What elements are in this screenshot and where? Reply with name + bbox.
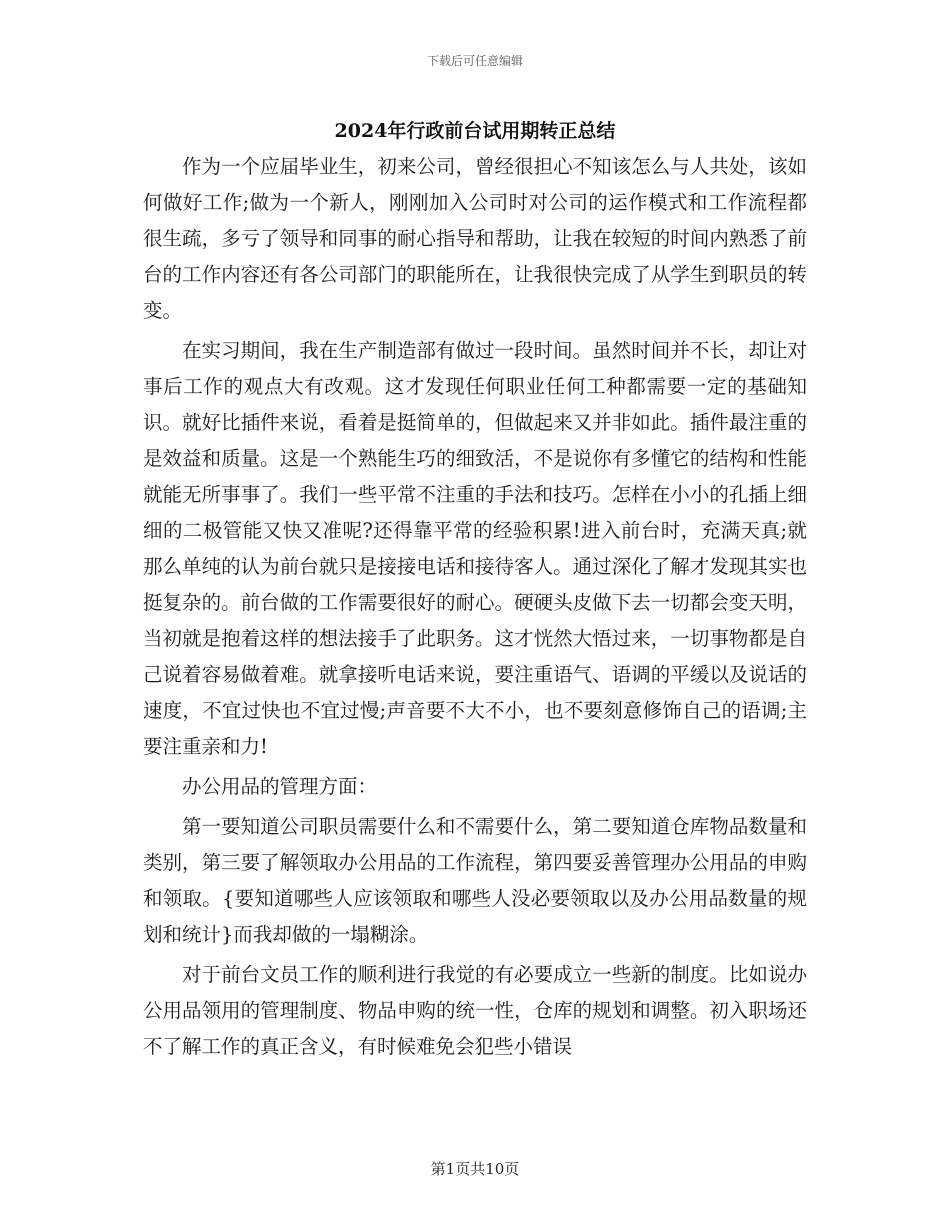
paragraph-office-supplies: 第一要知道公司职员需要什么和不需要什么，第二要知道仓库物品数量和类别，第三要了解领取办公用品的工作流程，第四要妥善管理办公用品的申购和领取。{要知道哪些人应该领取和哪些人没必要领取以及办公用品数量的规划和统计}而我却做的一塌糊涂。: [143, 815, 807, 946]
paragraph-internship: 在实习期间，我在生产制造部有做过一段时间。虽然时间并不长，却让对事后工作的观点大有改观。这才发现任何职业任何工种都需要一定的基础知识。就好比插件来说，看着是挺简单的，但做起来又并非如此。插件最注重的是效益和质量。这是一个熟能生巧的细致活，不是说你有多懂它的结构和性能就能无所事事了。我们一些平常不注重的手法和技巧。怎样在小小的孔插上细细的二极管能又快又准呢?还得靠平常的经验积累!进入前台时，充满天真;就那么单纯的认为前台就只是接接电话和接待客人。通过深化了解才发现其实也挺复杂的。前台做的工作需要很好的耐心。硬硬头皮做下去一切都会变天明，当初就是抱着这样的想法接手了此职务。这才恍然大悟过来，一切事物都是自己说着容易做着难。就拿接听电话来说，要注重语气、语调的平缓以及说话的速度，不宜过快也不宜过慢;声音要不大不小，也不要刻意修饰自己的语调;主要注重亲和力!: [143, 339, 807, 758]
paragraph-office-supplies-heading: 办公用品的管理方面：: [182, 775, 378, 798]
page-footer-number: 第1页共10页: [430, 1160, 520, 1178]
page-header-note: 下载后可任意编辑: [426, 54, 523, 68]
document-body: [143, 149, 807, 1065]
document-title: 2024年行政前台试用期转正总结: [334, 120, 616, 142]
paragraph-intro: 作为一个应届毕业生，初来公司，曾经很担心不知该怎么与人共处，该如何做好工作;做为一个新人，刚刚加入公司时对公司的运作模式和工作流程都很生疏，多亏了领导和同事的耐心指导和帮助，让我在较短的时间内熟悉了前台的工作内容还有各公司部门的职能所在，让我很快完成了从学生到职员的转变。: [143, 155, 807, 322]
paragraph-new-rules: 对于前台文员工作的顺利进行我觉的有必要成立一些新的制度。比如说办公用品领用的管理制度、物品申购的统一性，仓库的规划和调整。初入职场还不了解工作的真正含义，有时候难免会犯些小错误: [143, 963, 807, 1058]
